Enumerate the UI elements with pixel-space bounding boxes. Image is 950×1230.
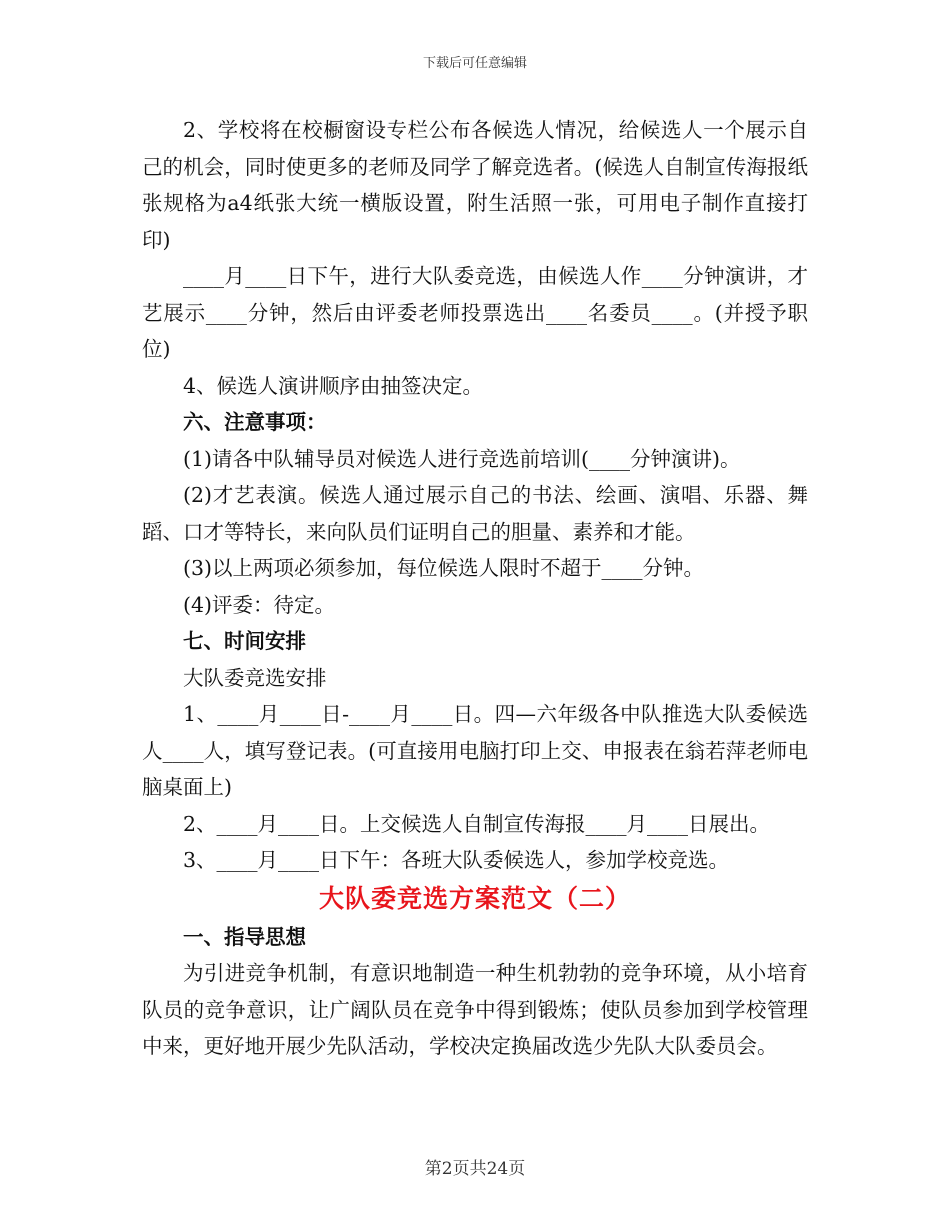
schedule-item-3: 3、____月____日下午：各班大队委候选人，参加学校竞选。 [183,848,730,872]
note-item-4: (4)评委：待定。 [183,592,336,617]
note-item-2: (2)才艺表演。候选人通过展示自己的书法、绘画、演唱、乐器、舞蹈、口才等特长，来向队员们证明自己的胆量、素养和才能。 [142,483,808,544]
paragraph-guiding-ideology: 为引进竞争机制，有意识地制造一种生机勃勃的竞争环境，从小培育队员的竞争意识，让广阔队员在竞争中得到锻炼；使队员参加到学校管理中来，更好地开展少先队活动，学校决定换届改选少先队大队委员会。 [142,961,808,1058]
document-title-part-two: 大队委竞选方案范文（二） [318,883,631,913]
schedule-item-2: 2、____月____日。上交候选人自制宣传海报____月____日展出。 [183,811,771,836]
page-number: 第2页共24页 [424,1159,526,1179]
schedule-subtitle: 大队委竞选安排 [183,665,327,690]
section-heading-notes: 六、注意事项： [183,410,327,434]
page-header-note: 下载后可任意编辑 [422,56,527,71]
schedule-item-1: 1、____月____日-____月____日。四—六年级各中队推选大队委候选人____人，填写登记表。(可直接用电脑打印上交、申报表在翁若萍老师电脑桌面上) [142,702,808,799]
paragraph-election-schedule: ____月____日下午，进行大队委竞选，由候选人作____分钟演讲，才艺展示____分钟，然后由评委老师投票选出____名委员____。(并授予职位) [142,264,808,361]
paragraph-poster-display: 2、学校将在校橱窗设专栏公布各候选人情况，给候选人一个展示自己的机会，同时使更多的老师及同学了解竞选者。(候选人自制宣传海报纸张规格为a4纸张大统一横版设置，附生活照一张，可用电子制作直接打印) [142,118,808,252]
document-body [142,112,808,1065]
section-heading-guiding-ideology: 一、指导思想 [183,924,306,949]
section-heading-schedule: 七、时间安排 [183,629,306,653]
note-item-3: (3)以上两项必须参加，每位候选人限时不超于____分钟。 [183,556,705,580]
paragraph-speech-order: 4、候选人演讲顺序由抽签决定。 [183,373,484,398]
note-item-1: (1)请各中队辅导员对候选人进行竞选前培训(____分钟演讲)。 [183,446,741,471]
